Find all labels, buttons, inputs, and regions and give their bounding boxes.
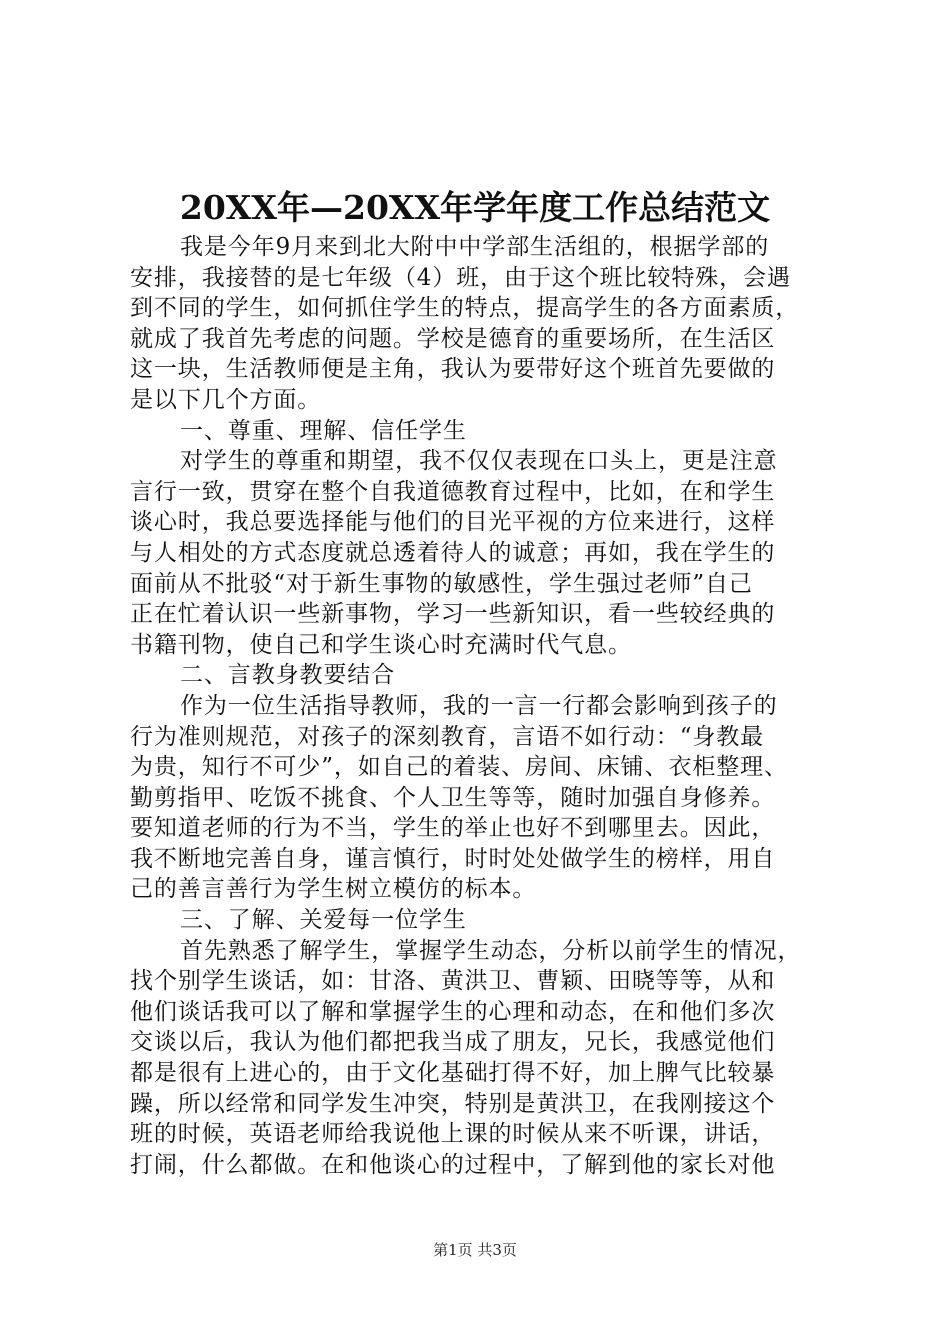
body-line: 勤剪指甲、吃饭不挑食、个人卫生等等，随时加强自身修养。 [130, 784, 776, 811]
body-line: 我不断地完善自身，谨言慎行，时时处处做学生的榜样，用自 [130, 845, 776, 872]
body-line: 安排，我接替的是七年级（4）班，由于这个班比较特殊，会遇 [130, 264, 791, 291]
body-line: 是以下几个方面。 [130, 386, 322, 413]
body-line: 打闹，什么都做。在和他谈心的过程中，了解到他的家长对他 [130, 1151, 776, 1178]
body-line: 这一块，生活教师便是主角，我认为要带好这个班首先要做的 [130, 356, 776, 383]
body-line: 躁，所以经常和同学发生冲突，特别是黄洪卫，在我刚接这个 [130, 1090, 776, 1117]
body-line: 我是今年9月来到北大附中中学部生活组的，根据学部的 [180, 234, 770, 260]
body-line: 对学生的尊重和期望，我不仅仅表现在口头上，更是注意 [180, 448, 778, 475]
body-line: 要知道老师的行为不当，学生的举止也好不到哪里去。因此， [130, 815, 776, 842]
document-body [130, 232, 830, 1180]
body-line: 一、尊重、理解、信任学生 [180, 417, 467, 444]
body-line: 己的善言善行为学生树立模仿的标本。 [130, 876, 537, 903]
body-line: 首先熟悉了解学生，掌握学生动态，分析以前学生的情况， [180, 937, 802, 964]
body-line: 作为一位生活指导教师，我的一言一行都会影响到孩子的 [180, 692, 778, 719]
body-line: 与人相处的方式态度就总透着待人的诚意；再如，我在学生的 [130, 539, 776, 566]
page-footer: 第1页 共3页 [433, 1241, 517, 1259]
body-line: 谈心时，我总要选择能与他们的目光平视的方位来进行，这样 [130, 509, 776, 536]
body-line: 到不同的学生，如何抓住学生的特点，提高学生的各方面素质， [130, 295, 800, 322]
body-line: 他们谈话我可以了解和掌握学生的心理和动态，在和他们多次 [130, 998, 776, 1025]
body-line: 面前从不批驳“对于新生事物的敏感性，学生强过老师”自己 [130, 570, 753, 597]
body-line: 班的时候，英语老师给我说他上课的时候从来不听课，讲话， [130, 1121, 776, 1148]
document-title: 20XX年—20XX年学年度工作总结范文 [179, 188, 771, 227]
body-line: 书籍刊物，使自己和学生谈心时充满时代气息。 [130, 631, 632, 658]
body-line: 找个别学生谈话，如：甘洛、黄洪卫、曹颖、田晓等等，从和 [130, 968, 776, 995]
body-line: 行为准则规范，对孩子的深刻教育，言语不如行动：“身教最 [130, 723, 765, 750]
body-line: 就成了我首先考虑的问题。学校是德育的重要场所，在生活区 [130, 325, 776, 352]
body-line: 二、言教身教要结合 [180, 662, 396, 689]
body-line: 交谈以后，我认为他们都把我当成了朋友，兄长，我感觉他们 [130, 1029, 776, 1056]
body-line: 都是很有上进心的，由于文化基础打得不好，加上脾气比较暴 [130, 1060, 776, 1087]
body-line: 三、了解、关爱每一位学生 [180, 907, 467, 934]
body-line: 言行一致，贯穿在整个自我道德教育过程中，比如，在和学生 [130, 478, 776, 505]
body-line: 正在忙着认识一些新事物，学习一些新知识，看一些较经典的 [130, 601, 776, 628]
body-line: 为贵，知行不可少”，如自己的着装、房间、床铺、衣柜整理、 [130, 754, 788, 781]
